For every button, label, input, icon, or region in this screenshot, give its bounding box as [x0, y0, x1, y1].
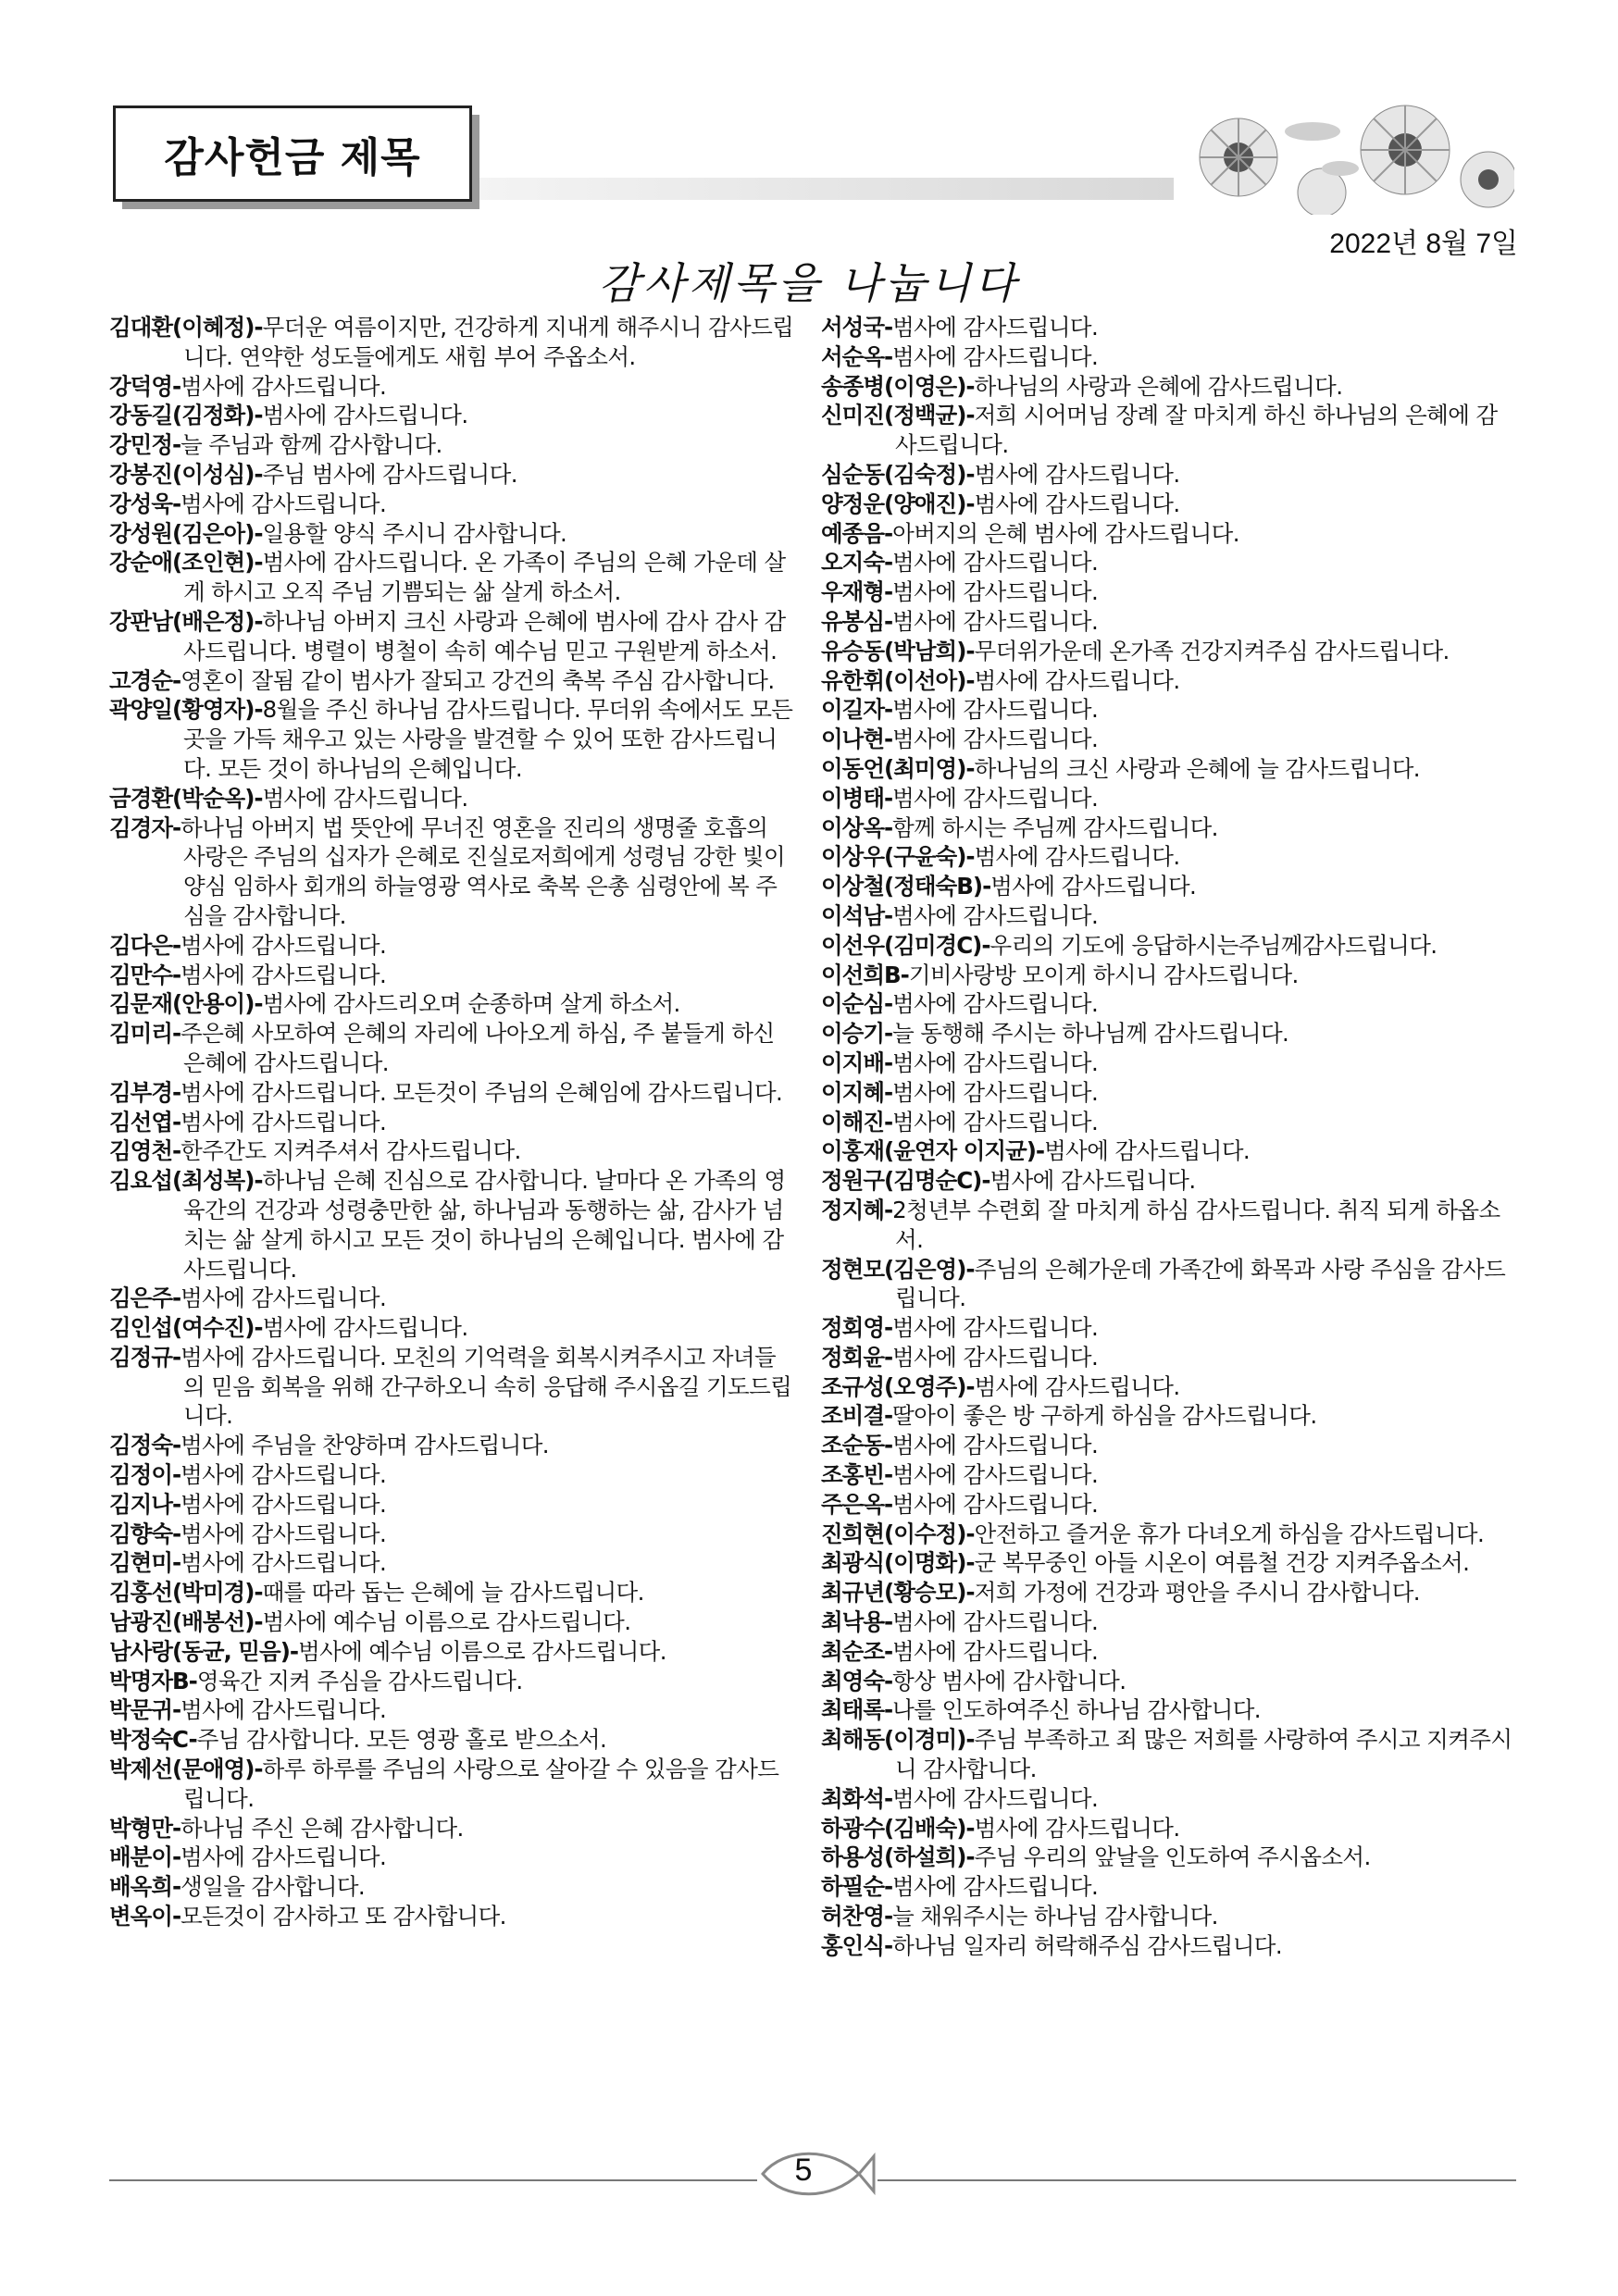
thanks-text: 범사에 감사드립니다.: [892, 1637, 1099, 1665]
member-name: 김정숙-: [109, 1432, 181, 1459]
thanks-text: 하나님 일자리 허락해주심 감사드립니다.: [892, 1931, 1283, 1959]
member-name: 김부경-: [109, 1078, 181, 1106]
member-name: 김선엽-: [109, 1108, 181, 1136]
thanks-entry: [821, 1725, 1515, 1784]
thanks-text: 저희 가정에 건강과 평안을 주시니 감사합니다.: [974, 1579, 1420, 1607]
member-name: 김문재(안용이)-: [109, 990, 263, 1018]
thanks-text: 범사에 감사드리오며 순종하며 살게 하소서.: [262, 990, 680, 1018]
thanks-entry: [109, 460, 794, 490]
thanks-text: 범사에 감사드립니다.: [892, 901, 1099, 929]
thanks-text: 늘 채워주시는 하나님 감사합니다.: [892, 1903, 1218, 1930]
thanks-entry: [821, 401, 1515, 460]
thanks-entry: [821, 931, 1515, 961]
thanks-text: 2청년부 수련회 잘 마치게 하심 감사드립니다. 취직 되게 하옵소서.: [892, 1196, 1500, 1253]
thanks-entry: [109, 1078, 794, 1108]
thanks-entry: [109, 1431, 794, 1460]
member-name: 신미진(정백균)-: [821, 402, 975, 429]
member-name: 배분이-: [109, 1843, 181, 1871]
member-name: 최광식(이명화)-: [821, 1549, 975, 1577]
thanks-text: 범사에 감사드립니다.: [180, 1285, 387, 1312]
thanks-entry: [109, 1814, 794, 1843]
member-name: 강봉진(이성심)-: [109, 460, 263, 488]
member-name: 최화석-: [821, 1784, 893, 1812]
section-subtitle: 감사제목을 나눕니다: [598, 258, 1020, 308]
thanks-text: 범사에 감사드립니다.: [892, 990, 1099, 1018]
member-name: 김지나-: [109, 1490, 181, 1518]
member-name: 남사랑(동균, 믿음)-: [109, 1637, 299, 1665]
thanks-entry: [821, 1490, 1515, 1520]
thanks-text: 범사에 감사드립니다.: [180, 1843, 387, 1871]
thanks-entry: [821, 313, 1515, 342]
thanks-text: 범사에 감사드립니다.: [892, 578, 1099, 606]
thanks-text: 범사에 감사드립니다.: [892, 1432, 1099, 1459]
thanks-entry: [109, 1637, 794, 1667]
thanks-entry: [109, 313, 794, 372]
member-name: 강성원(김은아)-: [109, 519, 263, 547]
member-name: 서성국-: [821, 314, 893, 341]
thanks-entry: [821, 1019, 1515, 1049]
thanks-text: 범사에 감사드립니다.: [892, 1049, 1099, 1076]
member-name: 양정운(양애진)-: [821, 490, 975, 517]
thanks-text: 생일을 감사합니다.: [180, 1873, 366, 1901]
thanks-entry: [821, 1548, 1515, 1578]
thanks-text: 주님 부족하고 죄 많은 저희를 사랑하여 주시고 지켜주시니 감사합니다.: [895, 1726, 1512, 1783]
thanks-text: 범사에 감사드립니다.: [180, 961, 387, 988]
member-name: 이상옥-: [821, 813, 893, 841]
thanks-text: 하나님 은혜 진심으로 감사합니다. 날마다 온 가족의 영육간의 건강과 성령충만한 삶, 하나님과 동행하는 삶, 감사가 넘치는 삶 살게 하시고 모든 것이 하나님의 은혜입니다. 범사에 감사드립니다.: [183, 1167, 786, 1283]
thanks-entry: [109, 931, 794, 961]
thanks-entry: [109, 1755, 794, 1814]
thanks-entry: [109, 1520, 794, 1549]
member-name: 조규성(오영주)-: [821, 1372, 975, 1400]
thanks-text: 범사에 감사드립니다.: [974, 1372, 1180, 1400]
member-name: 이해진-: [821, 1108, 893, 1136]
thanks-entry: [821, 1431, 1515, 1460]
member-name: 정지혜-: [821, 1196, 893, 1223]
right-column: [821, 313, 1515, 1961]
thanks-text: 무더위가운데 온가족 건강지켜주심 감사드립니다.: [974, 637, 1450, 664]
member-name: 정회영-: [821, 1314, 893, 1342]
thanks-text: 범사에 감사드립니다.: [892, 1461, 1099, 1489]
thanks-entry: [109, 1136, 794, 1166]
thanks-entry: [109, 548, 794, 607]
thanks-text: 범사에 감사드립니다.: [180, 931, 387, 959]
thanks-text: 안전하고 즐거운 휴가 다녀오게 하심을 감사드립니다.: [974, 1520, 1485, 1547]
sunflower-image: [1174, 104, 1514, 215]
thanks-entry: [821, 607, 1515, 637]
member-name: 예종음-: [821, 519, 893, 547]
thanks-text: 범사에 감사드립니다.: [892, 784, 1099, 812]
thanks-entry: [109, 430, 794, 460]
thanks-entry: [821, 1078, 1515, 1108]
thanks-entry: [821, 1902, 1515, 1931]
thanks-entry: [109, 1725, 794, 1755]
thanks-entry: [821, 342, 1515, 372]
thanks-entry: [821, 666, 1515, 696]
thanks-text: 영혼이 잘됨 같이 범사가 잘되고 강건의 축복 주심 감사합니다.: [180, 666, 775, 694]
thanks-entry: [821, 1578, 1515, 1607]
thanks-text: 영육간 지켜 주심을 감사드립니다.: [196, 1667, 523, 1694]
thanks-entry: [821, 784, 1515, 813]
thanks-text: 범사에 감사드립니다.: [180, 1549, 387, 1577]
member-name: 이길자-: [821, 696, 893, 724]
member-name: 송종병(이영은)-: [821, 372, 975, 400]
member-name: 박정숙C-: [109, 1726, 197, 1754]
header-box: [113, 105, 472, 202]
thanks-text: 모든것이 감사하고 또 감사합니다.: [180, 1903, 506, 1930]
thanks-text: 범사에 감사드립니다.: [974, 460, 1180, 488]
member-name: 조홍빈-: [821, 1461, 893, 1489]
thanks-text: 우리의 기도에 응답하시는주님께감사드립니다.: [989, 931, 1438, 959]
thanks-text: 범사에 감사드립니다.: [262, 402, 468, 429]
thanks-entry: [821, 372, 1515, 402]
thanks-entry: [821, 1520, 1515, 1549]
member-name: 강동길(김정화)-: [109, 402, 263, 429]
thanks-text: 때를 따라 돕는 은혜에 늘 감사드립니다.: [262, 1579, 644, 1607]
member-name: 정원구(김명순C)-: [821, 1167, 990, 1195]
thanks-entry: [821, 1695, 1515, 1725]
header-bar: [472, 178, 1176, 200]
member-name: 이상우(구윤숙)-: [821, 843, 975, 871]
member-name: 김영천-: [109, 1137, 181, 1165]
thanks-text: 하나님 주신 은혜 감사합니다.: [180, 1814, 464, 1842]
thanks-text: 하나님의 크신 사랑과 은혜에 늘 감사드립니다.: [974, 754, 1420, 782]
thanks-text: 군 복무중인 아들 시온이 여름철 건강 지켜주옵소서.: [974, 1549, 1470, 1577]
thanks-text: 8월을 주신 하나님 감사드립니다. 무더위 속에서도 모든 곳을 가득 채우고 있는 사랑을 발견할 수 있어 또한 감사드립니다. 모든 것이 하나님의 은혜입니다.: [183, 696, 793, 782]
thanks-text: 무더운 여름이지만, 건강하게 지내게 해주시니 감사드립니다. 연약한 성도들에게도 새힘 부어 주옵소서.: [183, 314, 794, 370]
thanks-text: 저희 시어머님 장례 잘 마치게 하신 하나님의 은혜에 감사드립니다.: [895, 402, 1498, 459]
thanks-entry: [821, 1313, 1515, 1343]
thanks-text: 늘 주님과 함께 감사합니다.: [180, 431, 442, 459]
thanks-text: 범사에 감사드립니다. 모든것이 주님의 은혜임에 감사드립니다.: [180, 1078, 783, 1106]
thanks-entry: [109, 372, 794, 402]
thanks-entry: [821, 989, 1515, 1019]
thanks-entry: [109, 784, 794, 813]
thanks-entry: [109, 1019, 794, 1078]
thanks-text: 범사에 예수님 이름으로 감사드립니다.: [262, 1608, 631, 1636]
member-name: 서순옥-: [821, 342, 893, 370]
member-name: 최순조-: [821, 1637, 893, 1665]
member-name: 정회윤-: [821, 1343, 893, 1371]
thanks-entry: [109, 961, 794, 990]
thanks-entry: [821, 725, 1515, 754]
thanks-text: 일용할 양식 주시니 감사합니다.: [262, 519, 567, 547]
member-name: 고경순-: [109, 666, 181, 694]
thanks-entry: [109, 813, 794, 931]
thanks-text: 범사에 감사드립니다.: [892, 1608, 1099, 1636]
thanks-entry: [821, 813, 1515, 843]
thanks-entry: [109, 989, 794, 1019]
thanks-entry: [109, 1843, 794, 1872]
thanks-text: 범사에 감사드립니다.: [974, 843, 1180, 871]
member-name: 이승기-: [821, 1020, 893, 1048]
footer-rule-right: [877, 2179, 1516, 2181]
member-name: 이석남-: [821, 901, 893, 929]
thanks-entry: [821, 637, 1515, 666]
thanks-text: 하나님의 사랑과 은혜에 감사드립니다.: [974, 372, 1343, 400]
member-name: 남광진(배봉선)-: [109, 1608, 263, 1636]
thanks-entry: [821, 1343, 1515, 1372]
thanks-entry: [109, 1490, 794, 1520]
thanks-entry: [821, 695, 1515, 725]
thanks-text: 주님 범사에 감사드립니다.: [262, 460, 517, 488]
member-name: 김향숙-: [109, 1520, 181, 1547]
thanks-entry: [821, 1931, 1515, 1961]
member-name: 진희현(이수정)-: [821, 1520, 975, 1547]
thanks-entry: [821, 1843, 1515, 1872]
thanks-text: 범사에 예수님 이름으로 감사드립니다.: [298, 1637, 666, 1665]
thanks-text: 함께 하시는 주님께 감사드립니다.: [892, 813, 1218, 841]
thanks-text: 범사에 감사드립니다.: [1044, 1137, 1251, 1165]
thanks-entry: [821, 460, 1515, 490]
member-name: 김만수-: [109, 961, 181, 988]
member-name: 조비결-: [821, 1402, 893, 1430]
member-name: 김정규-: [109, 1343, 181, 1371]
thanks-entry: [109, 1872, 794, 1902]
thanks-text: 기비사랑방 모이게 하시니 감사드립니다.: [908, 961, 1299, 988]
thanks-text: 범사에 감사드립니다.: [892, 1108, 1099, 1136]
member-name: 우재형-: [821, 578, 893, 606]
member-name: 강덕영-: [109, 372, 181, 400]
member-name: 김다은-: [109, 931, 181, 959]
thanks-text: 범사에 감사드립니다.: [892, 1343, 1099, 1371]
thanks-entry: [821, 1401, 1515, 1431]
member-name: 이지배-: [821, 1049, 893, 1076]
thanks-text: 늘 동행해 주시는 하나님께 감사드립니다.: [892, 1020, 1289, 1048]
thanks-entry: [821, 754, 1515, 784]
member-name: 박제선(문애영)-: [109, 1756, 263, 1783]
thanks-text: 범사에 감사드립니다.: [892, 1490, 1099, 1518]
thanks-entry: [109, 401, 794, 430]
thanks-text: 범사에 감사드립니다.: [180, 1490, 387, 1518]
member-name: 최영숙-: [821, 1667, 893, 1694]
thanks-text: 범사에 감사드립니다.: [892, 1873, 1099, 1901]
thanks-entry: [821, 1108, 1515, 1137]
member-name: 허찬영-: [821, 1903, 893, 1930]
thanks-entry: [821, 1784, 1515, 1814]
thanks-entry: [821, 1136, 1515, 1166]
member-name: 박문귀-: [109, 1696, 181, 1724]
member-name: 유승동(박남희)-: [821, 637, 975, 664]
thanks-entry: [821, 1667, 1515, 1696]
thanks-entry: [821, 872, 1515, 901]
thanks-entry: [109, 1667, 794, 1696]
member-name: 이순심-: [821, 990, 893, 1018]
member-name: 이병태-: [821, 784, 893, 812]
thanks-entry: [109, 607, 794, 666]
member-name: 이동언(최미영)-: [821, 754, 975, 782]
thanks-entry: [821, 1255, 1515, 1314]
thanks-entry: [821, 577, 1515, 607]
member-name: 강성욱-: [109, 490, 181, 517]
thanks-entry: [821, 1166, 1515, 1196]
thanks-text: 범사에 감사드립니다.: [892, 726, 1099, 753]
member-name: 강판남(배은정)-: [109, 607, 263, 635]
thanks-entry: [109, 1166, 794, 1284]
member-name: 강민정-: [109, 431, 181, 459]
thanks-text: 범사에 감사드립니다.: [892, 342, 1099, 370]
thanks-entry: [109, 490, 794, 519]
member-name: 김대환(이혜정)-: [109, 314, 263, 341]
thanks-entry: [109, 1695, 794, 1725]
member-name: 김경자-: [109, 813, 181, 841]
member-name: 이선우(김미경C)-: [821, 931, 990, 959]
member-name: 김현미-: [109, 1549, 181, 1577]
thanks-text: 범사에 감사드립니다.: [180, 490, 387, 517]
thanks-entry: [109, 1578, 794, 1607]
thanks-text: 범사에 감사드립니다.: [180, 372, 387, 400]
member-name: 최해동(이경미)-: [821, 1726, 975, 1754]
member-name: 김은주-: [109, 1285, 181, 1312]
issue-date: 2022년 8월 7일: [1329, 229, 1518, 259]
thanks-entry: [109, 1902, 794, 1931]
member-name: 이홍재(윤연자 이지균)-: [821, 1137, 1045, 1165]
thanks-entry: [109, 1313, 794, 1343]
thanks-entry: [821, 1460, 1515, 1490]
member-name: 김홍선(박미경)-: [109, 1579, 263, 1607]
thanks-text: 범사에 감사드립니다.: [892, 1314, 1099, 1342]
thanks-text: 주님의 은혜가운데 가족간에 화목과 사랑 주심을 감사드립니다.: [895, 1255, 1506, 1312]
thanks-entry: [821, 901, 1515, 931]
thanks-entry: [821, 1637, 1515, 1667]
member-name: 배옥희-: [109, 1873, 181, 1901]
thanks-entry: [109, 1284, 794, 1313]
thanks-text: 주님 우리의 앞날을 인도하여 주시옵소서.: [974, 1843, 1371, 1871]
member-name: 금경환(박순옥)-: [109, 784, 263, 812]
thanks-text: 범사에 감사드립니다.: [262, 1314, 468, 1342]
thanks-text: 범사에 감사드립니다.: [180, 1108, 387, 1136]
member-name: 강순애(조인현)-: [109, 549, 263, 577]
thanks-text: 한주간도 지켜주셔서 감사드립니다.: [180, 1137, 521, 1165]
page-number: 5: [794, 2153, 813, 2188]
thanks-text: 범사에 감사드립니다.: [892, 1784, 1099, 1812]
thanks-text: 범사에 감사드립니다.: [989, 1167, 1196, 1195]
thanks-text: 범사에 감사드립니다. 온 가족이 주님의 은혜 가운데 살게 하시고 오직 주님 기쁨되는 삶 살게 하소서.: [183, 549, 786, 606]
thanks-text: 딸아이 좋은 방 구하게 하심을 감사드립니다.: [892, 1402, 1317, 1430]
thanks-entry: [821, 1814, 1515, 1843]
thanks-entry: [821, 548, 1515, 577]
member-name: 이선희B-: [821, 961, 909, 988]
thanks-text: 범사에 감사드립니다.: [262, 784, 468, 812]
thanks-entry: [109, 1548, 794, 1578]
thanks-text: 범사에 감사드립니다.: [180, 1696, 387, 1724]
thanks-entry: [821, 1372, 1515, 1402]
thanks-entry: [109, 519, 794, 549]
thanks-text: 범사에 감사드립니다.: [990, 873, 1197, 900]
member-name: 김정이-: [109, 1461, 181, 1489]
member-name: 박명자B-: [109, 1667, 197, 1694]
thanks-text: 범사에 감사드립니다.: [974, 1814, 1180, 1842]
thanks-entry: [109, 1108, 794, 1137]
member-name: 하필순-: [821, 1873, 893, 1901]
thanks-entry: [821, 1049, 1515, 1078]
member-name: 오지숙-: [821, 549, 893, 577]
thanks-text: 범사에 감사드립니다.: [180, 1520, 387, 1547]
thanks-text: 범사에 주님을 찬양하며 감사드립니다.: [180, 1432, 549, 1459]
page-title: 감사헌금 제목: [164, 134, 421, 181]
member-name: 박형만-: [109, 1814, 181, 1842]
thanks-entry: [821, 1196, 1515, 1255]
thanks-text: 범사에 감사드립니다.: [892, 607, 1099, 635]
thanks-entry: [821, 490, 1515, 519]
thanks-entry: [821, 842, 1515, 872]
thanks-text: 하루 하루를 주님의 사랑으로 살아갈 수 있음을 감사드립니다.: [183, 1756, 779, 1812]
thanks-text: 나를 인도하여주신 하나님 감사합니다.: [892, 1696, 1261, 1724]
thanks-entry: [821, 519, 1515, 549]
thanks-text: 범사에 감사드립니다.: [974, 490, 1180, 517]
thanks-text: 항상 범사에 감사합니다.: [892, 1667, 1126, 1694]
thanks-text: 범사에 감사드립니다.: [974, 666, 1180, 694]
footer-rule-left: [109, 2179, 757, 2181]
member-name: 하용성(하설희)-: [821, 1843, 975, 1871]
thanks-text: 범사에 감사드립니다. 모친의 기억력을 회복시켜주시고 자녀들의 믿음 회복을 위해 간구하오니 속히 응답해 주시옵길 기도드립니다.: [180, 1343, 792, 1430]
member-name: 심순동(김숙정)-: [821, 460, 975, 488]
member-name: 유봉심-: [821, 607, 893, 635]
member-name: 최태록-: [821, 1696, 893, 1724]
member-name: 조순동-: [821, 1432, 893, 1459]
thanks-entry: [109, 1607, 794, 1637]
thanks-text: 범사에 감사드립니다.: [892, 549, 1099, 577]
thanks-text: 하나님 아버지 법 뜻안에 무너진 영혼을 진리의 생명줄 호흡의 사랑은 주님의 십자가 은혜로 진실로저희에게 성령님 강한 빛이 양심 임하사 회개의 하늘영광 역사로 축복 은총 심령안에 복 주심을 감사합니다.: [180, 813, 786, 929]
member-name: 곽양일(황영자)-: [109, 696, 263, 724]
thanks-entry: [821, 1607, 1515, 1637]
thanks-entry: [109, 1460, 794, 1490]
thanks-text: 범사에 감사드립니다.: [892, 314, 1099, 341]
member-name: 홍인식-: [821, 1931, 893, 1959]
member-name: 김인섭(여수진)-: [109, 1314, 263, 1342]
member-name: 주은옥-: [821, 1490, 893, 1518]
member-name: 최낙용-: [821, 1608, 893, 1636]
left-column: [109, 313, 794, 1931]
member-name: 최규년(황승모)-: [821, 1579, 975, 1607]
member-name: 하광수(김배숙)-: [821, 1814, 975, 1842]
member-name: 김요섭(최성복)-: [109, 1167, 263, 1195]
member-name: 이지혜-: [821, 1078, 893, 1106]
thanks-text: 하나님 아버지 크신 사랑과 은혜에 범사에 감사 감사 감사드립니다. 병렬이 병철이 속히 예수님 믿고 구원받게 하소서.: [183, 607, 786, 664]
thanks-entry: [821, 961, 1515, 990]
thanks-text: 아버지의 은혜 범사에 감사드립니다.: [892, 519, 1239, 547]
thanks-text: 범사에 감사드립니다.: [180, 1461, 387, 1489]
thanks-entry: [109, 666, 794, 696]
member-name: 이나현-: [821, 726, 893, 753]
member-name: 이상철(정태숙B)-: [821, 873, 991, 900]
member-name: 변옥이-: [109, 1903, 181, 1930]
member-name: 유한휘(이선아)-: [821, 666, 975, 694]
member-name: 김미리-: [109, 1020, 181, 1048]
thanks-text: 범사에 감사드립니다.: [892, 1078, 1099, 1106]
thanks-text: 범사에 감사드립니다.: [892, 696, 1099, 724]
thanks-entry: [109, 695, 794, 783]
thanks-entry: [821, 1872, 1515, 1902]
thanks-text: 주님 감사합니다. 모든 영광 홀로 받으소서.: [196, 1726, 607, 1754]
thanks-entry: [109, 1343, 794, 1431]
thanks-text: 주은혜 사모하여 은혜의 자리에 나아오게 하심, 주 붙들게 하신 은혜에 감사드립니다.: [180, 1020, 775, 1076]
member-name: 정현모(김은영)-: [821, 1255, 975, 1283]
